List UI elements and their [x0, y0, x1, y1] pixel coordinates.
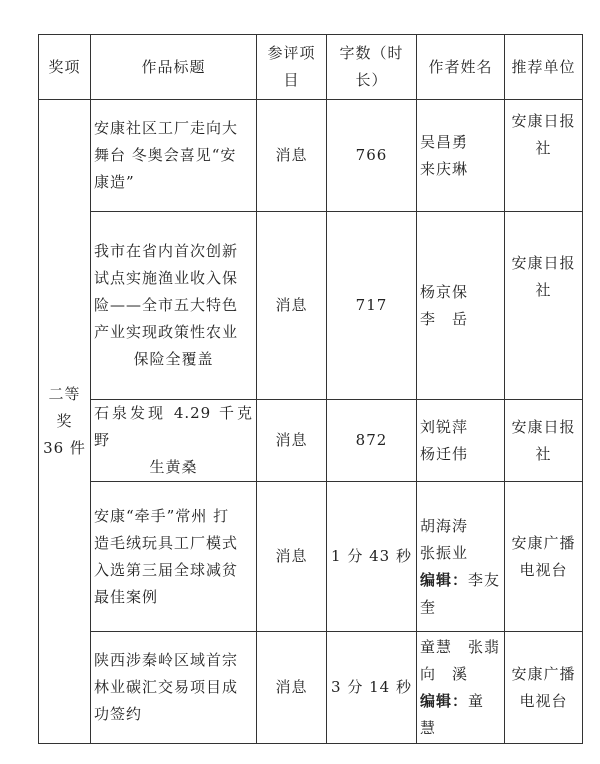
duration: 1 分 43 秒: [327, 482, 417, 632]
work-title: 安康“牵手”常州 打 造毛绒玩具工厂模式 入选第三届全球减贫 最佳案例: [91, 482, 257, 632]
recommending-unit: 安康日报 社: [505, 212, 583, 400]
award-cell: [39, 100, 91, 744]
authors: 吴昌勇 来庆琳: [417, 100, 505, 212]
category: 消息: [257, 482, 327, 632]
header-unit: 推荐单位: [505, 35, 583, 100]
category: 消息: [257, 100, 327, 212]
recommending-unit: 安康广播 电视台: [505, 482, 583, 632]
authors: 胡海涛 张振业 编辑：李友奎: [417, 482, 505, 632]
authors: 杨京保 李 岳: [417, 212, 505, 400]
table-row: [39, 632, 583, 744]
award-table: [38, 34, 583, 744]
category: 消息: [257, 212, 327, 400]
editor-line: 编辑：童 慧: [420, 691, 501, 737]
authors: 童慧 张翡 向 溪 编辑：童 慧: [417, 632, 505, 744]
work-title: 陕西涉秦岭区域首宗 林业碳汇交易项目成 功签约: [91, 632, 257, 744]
award-level: 二等奖: [48, 385, 81, 430]
recommending-unit: 安康广播 电视台: [505, 632, 583, 744]
word-count: 717: [327, 212, 417, 400]
duration: 3 分 14 秒: [327, 632, 417, 744]
table-row: [39, 212, 583, 400]
recommending-unit: 安康日报 社: [505, 400, 583, 482]
header-title: 作品标题: [91, 35, 257, 100]
recommending-unit: 安康日报 社: [505, 100, 583, 212]
table-row: [39, 100, 583, 212]
category: 消息: [257, 400, 327, 482]
authors: 刘锐萍 杨迁伟: [417, 400, 505, 482]
header-award: 奖项: [39, 35, 91, 100]
word-count: 766: [327, 100, 417, 212]
table-row: [39, 400, 583, 482]
table-row: [39, 482, 583, 632]
header-row: [39, 35, 583, 100]
award-count: 36 件: [43, 439, 86, 457]
category: 消息: [257, 632, 327, 744]
header-category: 参评项目: [257, 35, 327, 100]
editor-line: 编辑：李友奎: [420, 570, 501, 616]
work-title: 石泉发现 4.29 千克野 生黄桑: [91, 400, 257, 482]
work-title: 安康社区工厂走向大 舞台 冬奥会喜见“安 康造”: [91, 100, 257, 212]
word-count: 872: [327, 400, 417, 482]
header-authors: 作者姓名: [417, 35, 505, 100]
header-count: 字数（时长）: [327, 35, 417, 100]
work-title: 我市在省内首次创新 试点实施渔业收入保 险——全市五大特色 产业实现政策性农业 保险全覆盖: [91, 212, 257, 400]
